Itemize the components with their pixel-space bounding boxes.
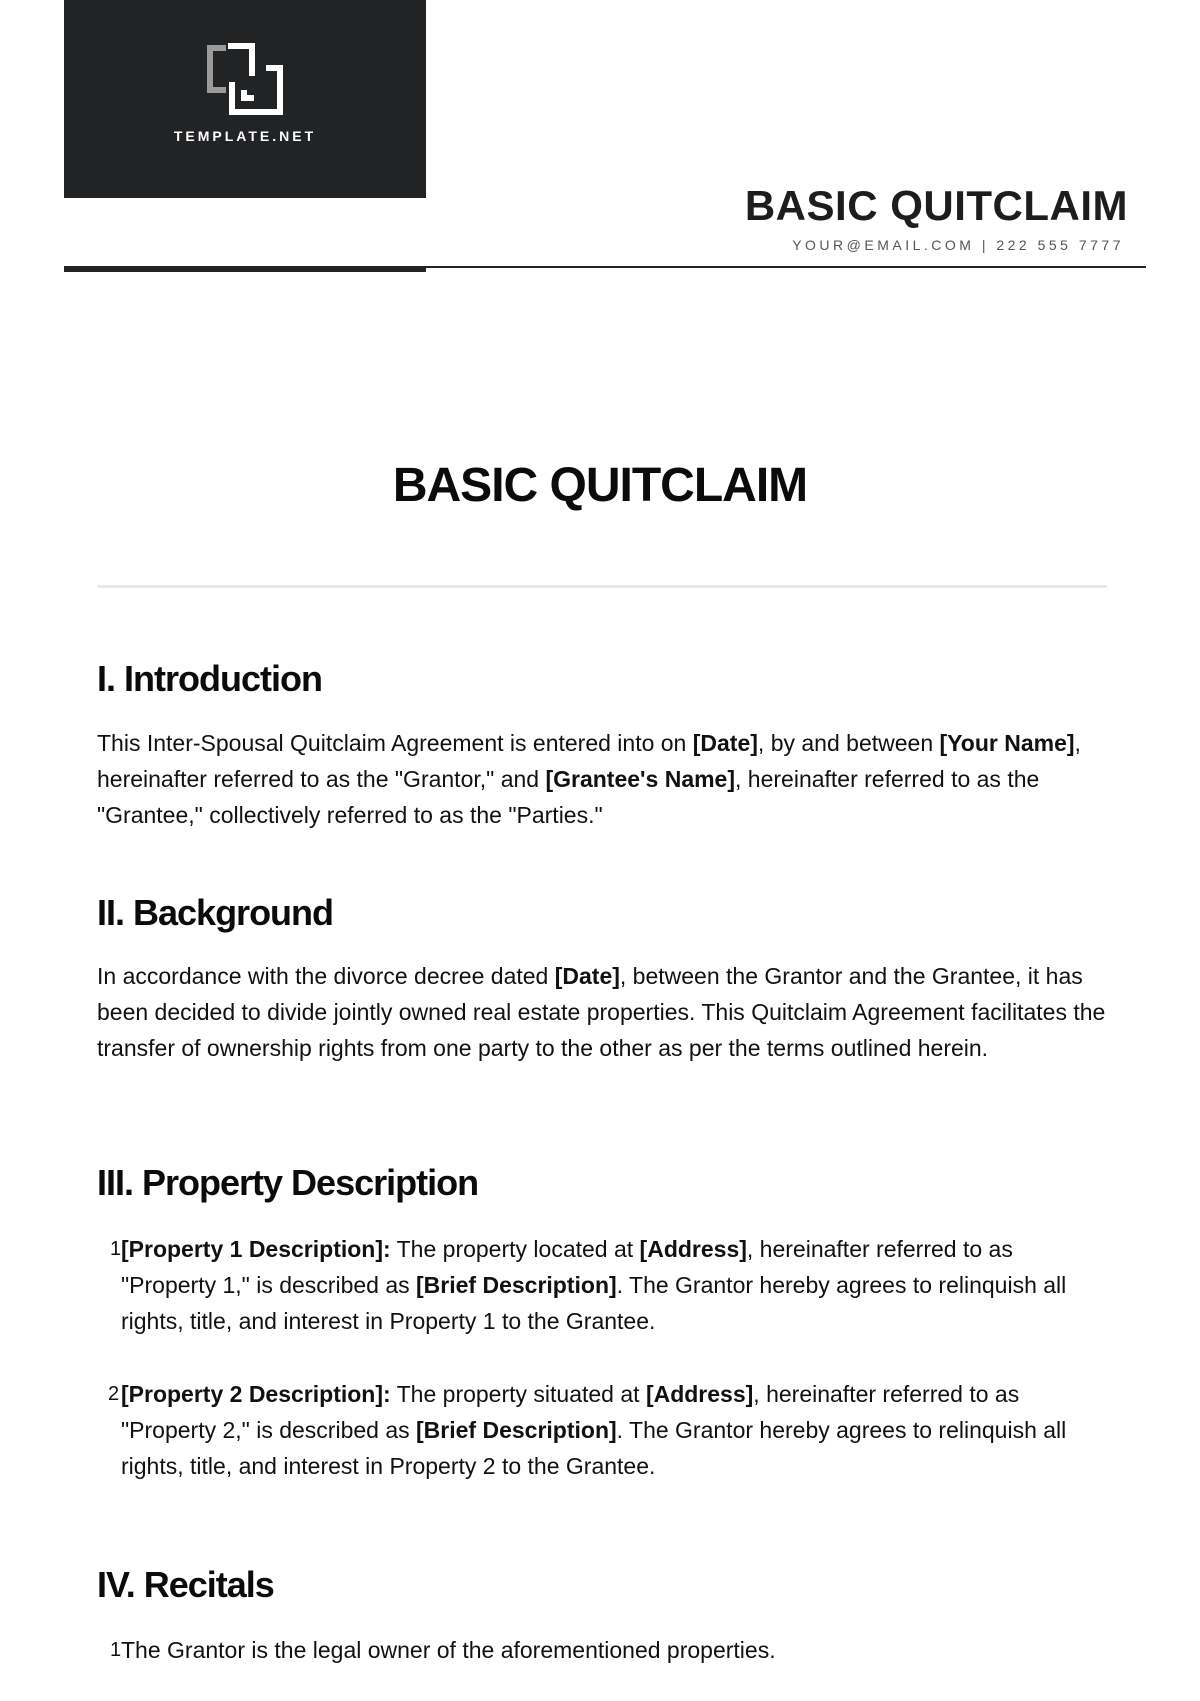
list-number: 1 [110,1238,122,1260]
brand-name: TEMPLATE.NET [173,128,317,144]
header-rule-thick [64,266,426,272]
title-divider [97,585,1107,588]
date-placeholder: [Date] [692,730,758,756]
introduction-paragraph: This Inter-Spousal Quitclaim Agreement is entered into on [Date], by and between [Your Name], hereinafter referred to as the "Grantor," and [Grantee's Name], hereinafter referred to as the "Grantee," collectively referred to as the "Parties." [97,730,1081,828]
property-description: [Property 2 Description]: The property situated at [Address], hereinafter referred to as "Property 2," is described as [Brief Description]. The Grantor hereby agrees to relinquish all rights, title, and interest in Property 2 to the Grantee. [121,1381,1067,1479]
template-logo-icon [204,42,286,118]
grantee-name-placeholder: [Grantee's Name] [545,766,736,792]
property-list-item [100,1231,1090,1339]
recital-list-item [100,1632,1090,1668]
logo-block [64,0,426,198]
background-paragraph: In accordance with the divorce decree dated [Date], between the Grantor and the Grantee, it has been decided to divide jointly owned real estate properties. This Quitclaim Agreement facilitates the transfer of ownership rights from one party to the other as per the terms outlined herein. [97,963,1106,1061]
list-number: 2 [108,1383,120,1405]
section-heading-property-description: III. Property Description [97,1162,479,1203]
recital-text: The Grantor is the legal owner of the aforementioned properties. [121,1637,776,1663]
section-heading-recitals: IV. Recitals [97,1564,274,1605]
header-contact: YOUR@EMAIL.COM | 222 555 7777 [792,237,1124,253]
document-title: BASIC QUITCLAIM [392,459,808,512]
section-heading-background: II. Background [97,892,334,933]
header-title: BASIC QUITCLAIM [744,182,1128,229]
section-heading-introduction: I. Introduction [97,658,322,699]
property-list-item [100,1376,1090,1484]
date-placeholder: [Date] [554,963,620,989]
list-number: 1 [110,1639,122,1661]
header-rule-thin [426,266,1146,268]
property-description: [Property 1 Description]: The property located at [Address], hereinafter referred to as "Property 1," is described as [Brief Description]. The Grantor hereby agrees to relinquish all rights, title, and interest in Property 1 to the Grantee. [121,1236,1067,1334]
your-name-placeholder: [Your Name] [939,730,1075,756]
